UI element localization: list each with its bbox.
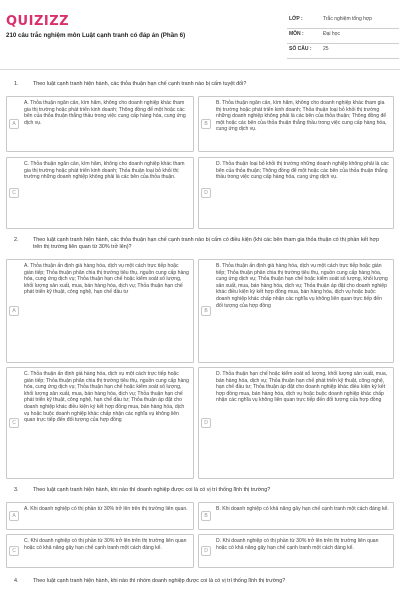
option-text: D. Thỏa thuận loại bỏ khỏi thị trường những doanh nghiệp không phải là các bên của thỏa thuận; Thông đồng để một hoặc các bên của thỏa thuận thắng thầu trong việc cung cấp hàng hóa, cung ứng dịch vụ. [216,161,389,181]
meta-row-count [287,44,399,59]
question-number: 2. [14,237,19,243]
meta-value: Trắc nghiệm tổng hợp [323,16,372,22]
question-text: Theo luật cạnh tranh hiện hành, khi nào thì nhóm doanh nghiệp được coi là có vị trí thống lĩnh thị trường? [33,578,286,584]
option-a[interactable] [6,502,194,530]
option-letter: C [9,546,19,556]
question-number: 4. [14,578,19,584]
option-letter: D [201,418,211,428]
option-text: B. Thỏa thuận ngăn cản, kìm hãm, không cho doanh nghiệp khác tham gia thị trường hoặc phát triển kinh doanh; Thỏa thuận loại bỏ khỏi thị trường những doanh nghiệp không phải là các bên của thỏa thuận; Thông đồng để một hoặc các bên của thỏa thuận thắng thầu trong việc cung cấp hàng hóa, cung ứng dịch vụ. [216,100,387,133]
question-number: 1. [14,81,19,87]
option-letter: A [9,119,19,129]
quizizz-logo: QUIZIZZ [6,14,70,29]
question-4 [0,578,400,592]
question-3 [0,487,400,575]
option-letter: B [201,119,211,129]
option-text: B. Thỏa thuận ấn định giá hàng hóa, dịch vụ một cách trực tiếp hoặc gián tiếp; Thỏa thuận phân chia thị trường tiêu thụ, nguồn cung cấp hàng hóa, cung ứng dịch vụ; Thỏa thuận hạn chế hoặc kiểm soát số lượng, khối lượng sản xuất, mua, bán hàng hóa, dịch vụ; Thỏa thuận áp đặt cho doanh nghiệp khác điều kiện ký kết hợp đồng mua, bán hàng hóa, dịch vụ hoặc buộc doanh nghiệp khác chấp nhận các nghĩa vụ không liên quan trực tiếp đến đối tượng của hợp đồng [216,263,388,309]
option-d[interactable] [198,157,394,229]
question-2 [0,237,400,481]
option-text: A. Thỏa thuận ấn định giá hàng hóa, dịch vụ một cách trực tiếp hoặc gián tiếp; Thỏa thuận phân chia thị trường tiêu thụ, nguồn cung cấp hàng hóa, cung ứng dịch vụ; Thỏa thuận hạn chế hoặc kiểm soát số lượng, khối lượng sản xuất, mua, bán hàng hóa, dịch vụ; Thỏa thuận hạn chế phát triển kỹ thuật, công nghệ, hạn chế đầu tư [24,263,189,296]
option-c[interactable] [6,534,194,568]
question-number: 3. [14,487,19,493]
meta-row-class [287,14,399,29]
meta-label: SỐ CÂU : [289,46,312,52]
option-letter: B [201,511,211,521]
question-text: Theo luật cạnh tranh hiện hành, khi nào thì doanh nghiệp được coi là có vị trí thống lĩnh thị trường? [33,487,271,493]
meta-row-subject [287,29,399,44]
option-a[interactable] [6,96,194,152]
meta-label: MÔN : [289,31,304,37]
option-c[interactable] [6,367,194,479]
option-c[interactable] [6,157,194,229]
meta-table [287,14,399,59]
option-b[interactable] [198,96,394,152]
option-letter: C [9,418,19,428]
meta-value: 25 [323,46,329,52]
option-a[interactable] [6,259,194,363]
option-letter: A [9,511,19,521]
meta-value: Đại học [323,31,340,37]
option-text: D. Khi doanh nghiệp có thị phần từ 30% trở lên trên thị trường liên quan hoặc có khả năng gây hạn chế cạnh tranh một cách đáng kể. [216,538,379,551]
option-text: B. Khi doanh nghiệp có khả năng gây hạn chế cạnh tranh một cách đáng kể. [216,506,389,512]
question-text: Theo luật cạnh tranh hiện hành, các thỏa thuận hạn chế cạnh tranh nào bị cấm tuyệt đối? [33,81,247,87]
option-text: C. Thỏa thuận ngăn cản, kìm hãm, không cho doanh nghiệp khác tham gia thị trường hoặc phát triển kinh doanh; Thỏa thuận loại bỏ khỏi thị trường những doanh nghiệp không phải là các bên của thỏa thuận. [24,161,185,181]
option-letter: D [201,546,211,556]
option-text: A. Thỏa thuận ngăn cản, kìm hãm, không cho doanh nghiệp khác tham gia thị trường hoặc phát triển kinh doanh; Thông đồng để một hoặc các bên của thỏa thuận thắng thầu trong việc cung cấp hàng hóa, cung ứng dịch vụ. [24,100,186,126]
meta-label: LỚP : [289,16,303,22]
document-header [0,0,400,64]
question-text: Theo luật cạnh tranh hiện hành, các thỏa thuận hạn chế cạnh tranh nào bị cấm có điều kiện (khi các bên tham gia thỏa thuận có thị phần kết hợp trên thị trường liên quan từ 30% trở lên)? [33,237,380,250]
page-title: 210 câu trắc nghiệm môn Luật cạnh tranh có đáp án (Phần 6) [6,32,186,39]
option-letter: D [201,188,211,198]
header-divider [0,69,400,70]
option-d[interactable] [198,367,394,479]
option-text: A. Khi doanh nghiệp có thị phần từ 30% trở lên trên thị trường liên quan. [24,506,188,512]
option-text: D. Thỏa thuận hạn chế hoặc kiểm soát số lượng, khối lượng sản xuất, mua, bán hàng hóa, dịch vụ; Thỏa thuận hạn chế phát triển kỹ thuật, công nghệ, hạn chế đầu tư; Thỏa thuận áp đặt cho doanh nghiệp khác điều kiện ký kết hợp đồng mua, bán hàng hóa, dịch vụ hoặc buộc doanh nghiệp khác chấp nhận các nghĩa vụ không liên quan trực tiếp đến đối tượng của hợp đồng [216,371,388,404]
option-letter: A [9,306,19,316]
option-text: C. Khi doanh nghiệp có thị phần từ 30% trở lên trên thị trường liên quan hoặc có khả năng gây hạn chế cạnh tranh một cách đáng kể. [24,538,187,551]
option-letter: B [201,306,211,316]
question-1 [0,81,400,231]
option-letter: C [9,188,19,198]
option-d[interactable] [198,534,394,568]
option-b[interactable] [198,259,394,363]
option-b[interactable] [198,502,394,530]
option-text: C. Thỏa thuận ấn định giá hàng hóa, dịch vụ một cách trực tiếp hoặc gián tiếp; Thỏa thuận phân chia thị trường tiêu thụ, nguồn cung cấp hàng hóa, cung ứng dịch vụ; Thỏa thuận hạn chế hoặc kiểm soát số lượng, khối lượng sản xuất, mua, bán hàng hóa, dịch vụ; Thỏa thuận hạn chế phát triển kỹ thuật, công nghệ, hạn chế đầu tư; Thỏa thuận áp đặt cho doanh nghiệp khác điều kiện ký kết hợp đồng mua, bán hàng hóa, dịch vụ hoặc buộc doanh nghiệp khác chấp nhận các nghĩa vụ không liên quan trực tiếp đến đối tượng của hợp đồng [24,371,189,424]
